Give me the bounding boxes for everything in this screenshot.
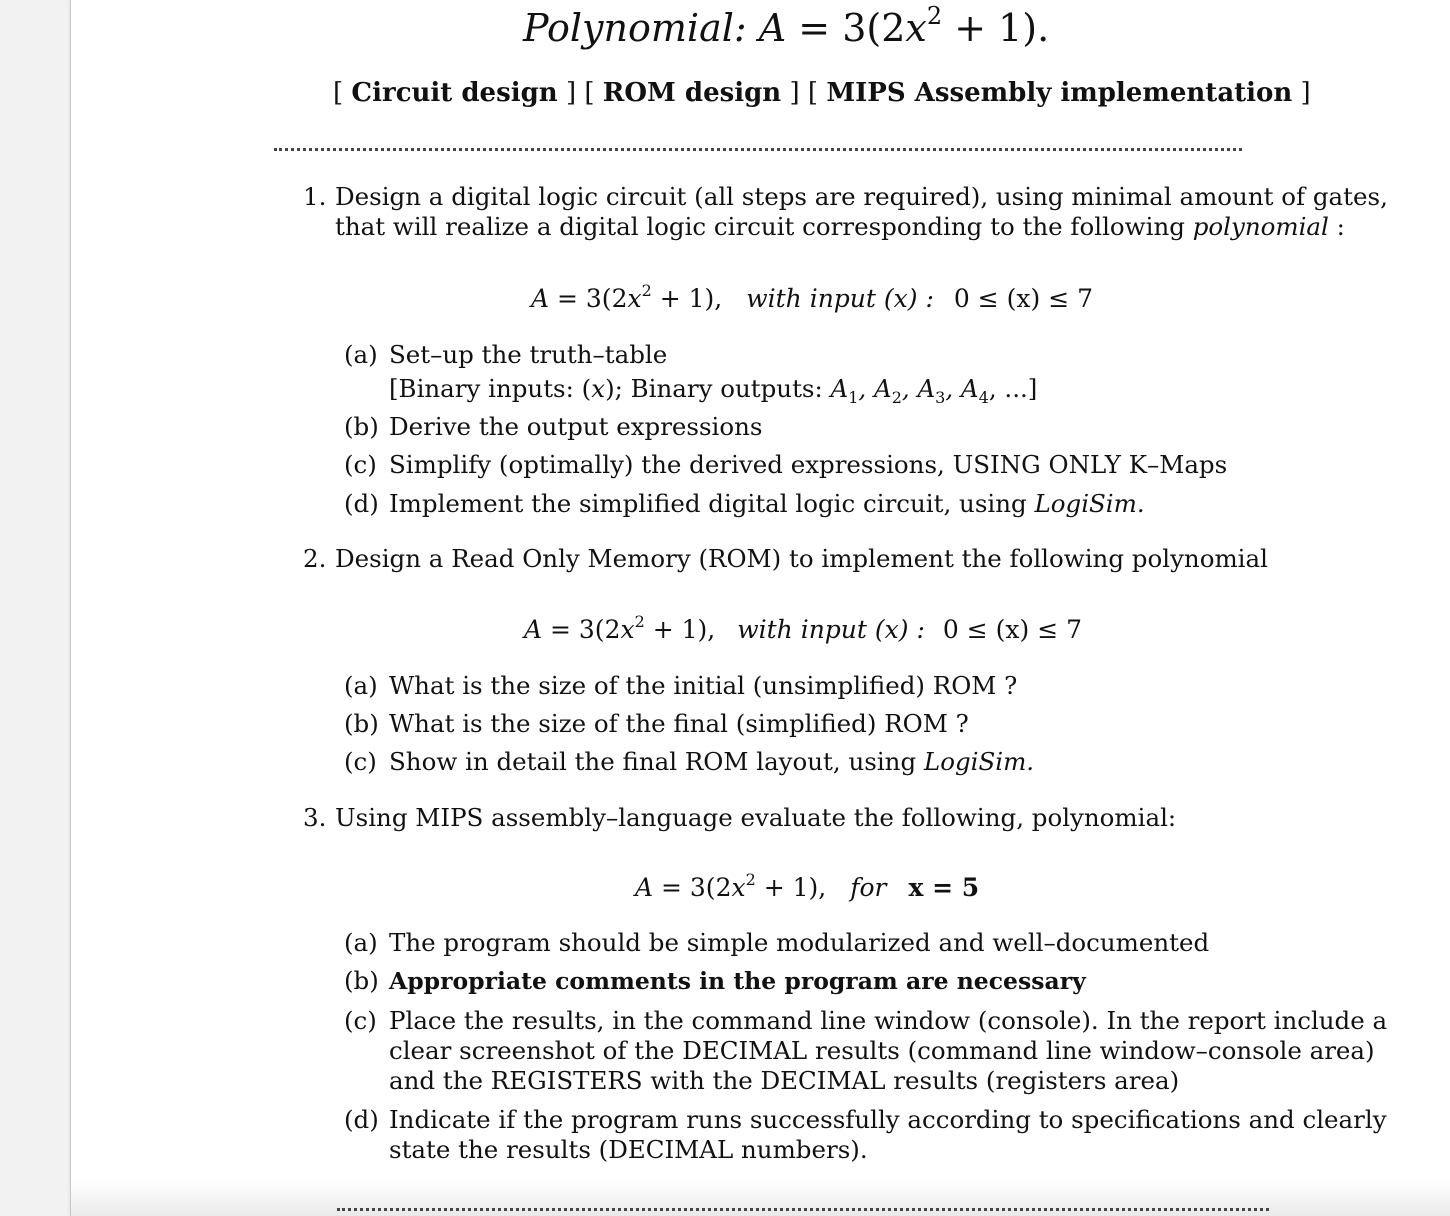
q3-number: 3. <box>303 803 327 832</box>
q3-d-line1: Indicate if the program runs successfully according to specifications and clearly <box>389 1105 1387 1134</box>
q3-b-label: (b) <box>344 966 379 995</box>
eq-phrase: with input (x) : <box>746 284 934 313</box>
q1-d-logisim: LogiSim. <box>1034 489 1145 518</box>
eq-mid: = 3(2 <box>542 615 621 644</box>
q3-b-text: Appropriate comments in the program are necessary <box>389 967 1086 995</box>
q2-b-text: What is the size of the final (simplified) ROM ? <box>389 709 969 738</box>
dotted-separator-top <box>274 148 1242 151</box>
title-var-a: A <box>758 6 787 50</box>
eq-rhs: + 1), <box>755 873 827 902</box>
eq-x-value: x = 5 <box>908 873 980 902</box>
q1-c-text: Simplify (optimally) the derived expressions, USING ONLY K–Maps <box>389 450 1228 479</box>
eq-var-a: A <box>524 615 543 644</box>
q1-a-line1: Set–up the truth–table <box>389 340 668 369</box>
q3-a-label: (a) <box>344 928 378 957</box>
q1-a-var-x: x <box>591 374 606 403</box>
q2-c-logisim: LogiSim. <box>923 747 1035 776</box>
q3-d-text <box>389 1105 1387 1165</box>
q1-equation <box>531 281 1093 313</box>
title-prefix: Polynomial: <box>523 6 759 50</box>
q1-line2-colon: : <box>1328 212 1345 241</box>
q3-c-label: (c) <box>344 1006 377 1035</box>
title-exponent: 2 <box>926 2 943 30</box>
section-nav <box>333 78 1311 108</box>
eq-rhs: + 1), <box>651 284 723 313</box>
q1-d-main: Implement the simplified digital logic circuit, using <box>389 489 1035 518</box>
q1-a-line2-pre: [Binary inputs: ( <box>389 374 592 403</box>
bracket-close: ] <box>781 78 800 108</box>
out-a: , A <box>858 374 892 403</box>
q1-d-text <box>389 489 1145 519</box>
out-sub: 4 <box>978 387 989 407</box>
title-eq-start: = 3(2 <box>786 6 906 50</box>
q2-number: 2. <box>303 544 327 573</box>
eq-phrase: for <box>850 873 887 902</box>
bracket-close: ] <box>1292 78 1311 108</box>
nav-link-mips-assembly[interactable]: MIPS Assembly implementation <box>826 78 1293 108</box>
eq-range: 0 ≤ (x) ≤ 7 <box>942 615 1082 644</box>
eq-mid: = 3(2 <box>653 873 732 902</box>
q1-a-line2-mid: ); Binary outputs: <box>605 374 831 403</box>
q1-b-label: (b) <box>344 412 379 441</box>
eq-var-a: A <box>635 873 654 902</box>
q1-d-label: (d) <box>344 489 379 518</box>
nav-link-circuit-design[interactable]: Circuit design <box>351 78 558 108</box>
q2-c-text <box>389 747 1034 777</box>
bracket-close: ] <box>557 78 577 108</box>
dotted-separator-bottom <box>337 1208 1269 1211</box>
q2-b-label: (b) <box>344 709 379 738</box>
q3-c-text <box>389 1006 1387 1096</box>
title-eq-end: + 1). <box>942 6 1050 50</box>
q1-a-label: (a) <box>344 340 378 369</box>
q3-c-line2: clear screenshot of the DECIMAL results (command line window–console area) <box>389 1036 1375 1065</box>
eq-exponent: 2 <box>641 281 652 300</box>
q2-c-label: (c) <box>344 747 377 776</box>
q1-a-text <box>389 340 1037 413</box>
eq-range: 0 ≤ (x) ≤ 7 <box>953 284 1093 313</box>
q2-a-label: (a) <box>344 671 378 700</box>
q1-intro <box>335 182 1388 242</box>
eq-rhs: + 1), <box>644 615 716 644</box>
q1-b-text: Derive the output expressions <box>389 412 763 441</box>
out-a: A <box>830 374 849 403</box>
bracket-open: [ <box>807 78 827 108</box>
eq-phrase: with input (x) : <box>737 615 925 644</box>
q1-c-label: (c) <box>344 450 377 479</box>
q1-line2 <box>335 212 1388 242</box>
q1-line2-text: that will realize a digital logic circuit corresponding to the following <box>335 212 1193 241</box>
page-title <box>523 2 1050 50</box>
out-sub: 1 <box>848 387 859 407</box>
eq-var-x: x <box>627 284 642 313</box>
eq-var-a: A <box>531 284 550 313</box>
eq-exponent: 2 <box>634 612 645 631</box>
out-a: , A <box>901 374 936 403</box>
title-var-x: x <box>905 6 927 50</box>
q3-d-label: (d) <box>344 1105 379 1134</box>
q2-line1: Design a Read Only Memory (ROM) to implement the following polynomial <box>335 544 1268 573</box>
eq-var-x: x <box>731 873 746 902</box>
eq-exponent: 2 <box>745 870 756 889</box>
q3-line1: Using MIPS assembly–language evaluate the following, polynomial: <box>335 803 1177 832</box>
q1-line2-italic: polynomial <box>1192 212 1329 241</box>
bracket-open: [ <box>584 78 603 108</box>
q1-line1: Design a digital logic circuit (all steps are required), using minimal amount of gates, <box>335 182 1388 211</box>
nav-link-rom-design[interactable]: ROM design <box>602 78 782 108</box>
q1-number: 1. <box>303 182 327 211</box>
document-page <box>70 0 1450 1216</box>
q3-c-line3: and the REGISTERS with the DECIMAL results (registers area) <box>389 1066 1180 1095</box>
out-a: , A <box>945 374 979 403</box>
out-sub: 2 <box>891 387 902 407</box>
q1-a-line2 <box>389 374 1037 413</box>
q3-d-line2: state the results (DECIMAL numbers). <box>389 1135 868 1164</box>
q3-equation <box>635 870 980 902</box>
eq-var-x: x <box>620 615 635 644</box>
out-sub: 3 <box>935 387 946 407</box>
q2-equation <box>524 612 1082 644</box>
out-tail: , ...] <box>988 374 1038 403</box>
bracket-open: [ <box>333 78 352 108</box>
eq-mid: = 3(2 <box>549 284 628 313</box>
q3-c-line1: Place the results, in the command line window (console). In the report include a <box>389 1006 1388 1035</box>
q2-a-text: What is the size of the initial (unsimplified) ROM ? <box>389 671 1018 700</box>
q2-c-main: Show in detail the final ROM layout, using <box>389 747 924 776</box>
q3-a-text: The program should be simple modularized and well–documented <box>389 928 1210 957</box>
